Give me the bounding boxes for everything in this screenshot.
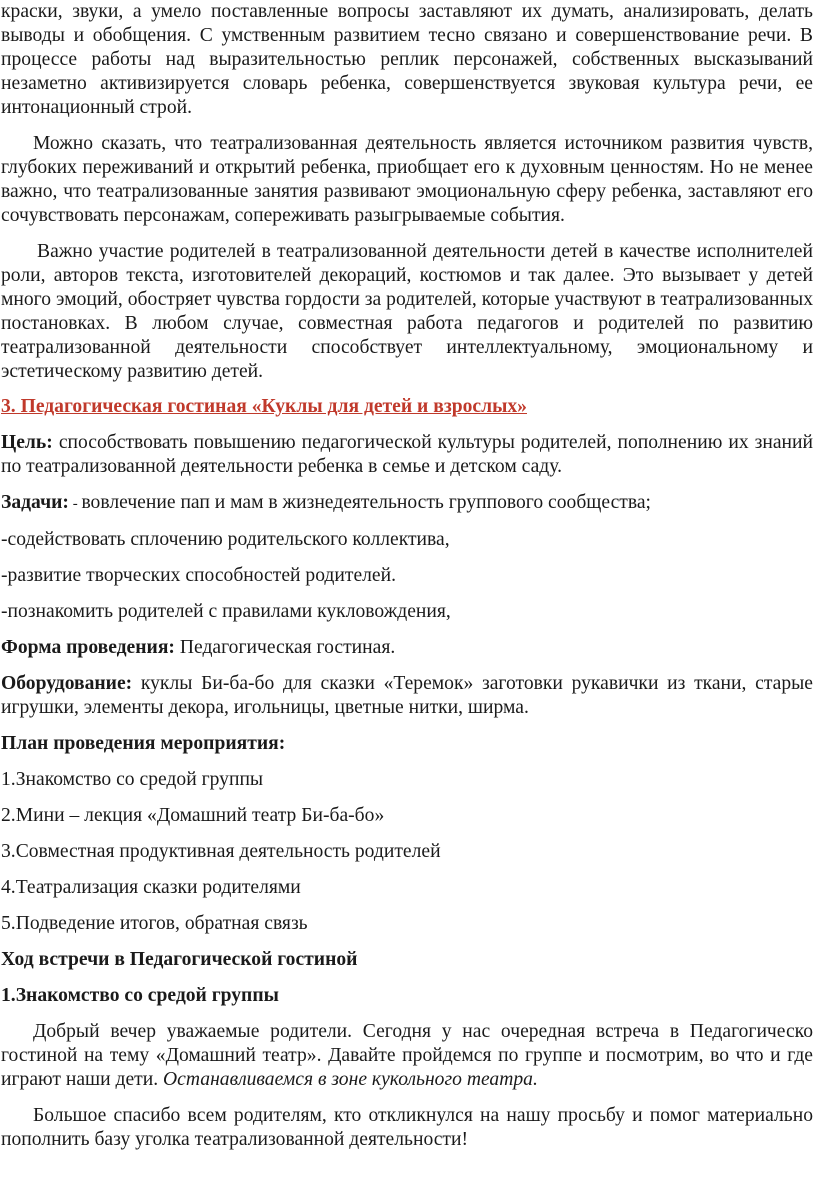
meeting-title: Ход встречи в Педагогической гостиной (1, 949, 358, 970)
plan-item: 1.Знакомство со средой группы (1, 769, 264, 790)
plan-item: 4.Театрализация сказки родителями (1, 877, 301, 898)
goal-paragraph (1, 431, 813, 479)
paragraph-theatre-source: Можно сказать, что театрализованная деятельность является источником развития чувств, глубоких переживаний и открытий ребенка, приобщает его к духовным ценностям. Но не менее важно, что театрализованные занятия развивают эмоциональную сферу ребенка, заставляют его сочувствовать персонажам, сопереживать разыгрываемые события. (1, 133, 813, 226)
paragraph-welcome (1, 1020, 813, 1092)
form-paragraph (1, 636, 813, 660)
equipment-paragraph (1, 672, 813, 720)
paragraph-intro: краски, звуки, а умело поставленные вопросы заставляют их думать, анализировать, делать выводы и обобщения. С умственным развитием тесно связано и совершенствование речи. В процессе работы над выразительностью реплик персонажей, собственных высказываний незаметно активизируется словарь ребенка, совершенствуется звуковая культура речи, ее интонационный строй. (1, 1, 813, 118)
welcome-text: Добрый вечер уважаемые родители. Сегодня у нас очередная встреча в Педагогическо гостиной на тему «Домашний театр». Давайте пройдемся по группе и посмотрим, во что и где играют наши дети. (1, 1021, 813, 1090)
subsection-title: 1.Знакомство со средой группы (1, 985, 279, 1006)
task-item: -познакомить родителей с правилами кукловождения, (1, 601, 451, 622)
section-heading: 3. Педагогическая гостиная «Куклы для детей и взрослых» (1, 396, 527, 417)
form-text: Педагогическая гостиная. (174, 637, 396, 658)
plan-item: 3.Совместная продуктивная деятельность родителей (1, 841, 441, 862)
tasks-label: Задачи: (1, 492, 69, 513)
plan-title: План проведения мероприятия: (1, 733, 286, 754)
equipment-text: куклы Би-ба-бо для сказки «Теремок» заготовки рукавички из ткани, старые игрушки, элементы декора, игольницы, цветные нитки, ширма. (1, 673, 813, 718)
equipment-label: Оборудование: (1, 673, 133, 694)
paragraph-parents-participation: Важно участие родителей в театрализованной деятельности детей в качестве исполнителей роли, авторов текста, изготовителей декораций, костюмов и так далее. Это вызывает у детей много эмоций, обостряет чувства гордости за родителей, которые участвуют в театрализованных постановках. В любом случае, совместная работа педагогов и родителей по развитию театрализованной деятельности способствует интеллектуальному, эмоциональному и эстетическому развитию детей. (1, 241, 813, 382)
tasks-paragraph (1, 491, 813, 516)
paragraph-thanks: Большое спасибо всем родителям, кто откликнулся на нашу просьбу и помог материально пополнить базу уголка театрализованной деятельности! (1, 1105, 813, 1150)
welcome-italic-note: Останавливаемся в зоне кукольного театра. (163, 1069, 538, 1090)
task-item: -содействовать сплочению родительского коллектива, (1, 529, 450, 550)
plan-item: 2.Мини – лекция «Домашний театр Би-ба-бо» (1, 805, 385, 826)
tasks-dash: - (68, 496, 82, 512)
task-item: -развитие творческих способностей родителей. (1, 565, 397, 586)
tasks-first-item: вовлечение пап и мам в жизнедеятельность группового сообщества; (81, 492, 651, 513)
form-label: Форма проведения: (1, 637, 175, 658)
goal-text: способствовать повышению педагогической культуры родителей, пополнению их знаний по театрализованной деятельности ребенка в семье и детском саду. (1, 432, 813, 477)
goal-label: Цель: (1, 432, 53, 453)
plan-item: 5.Подведение итогов, обратная связь (1, 913, 308, 934)
